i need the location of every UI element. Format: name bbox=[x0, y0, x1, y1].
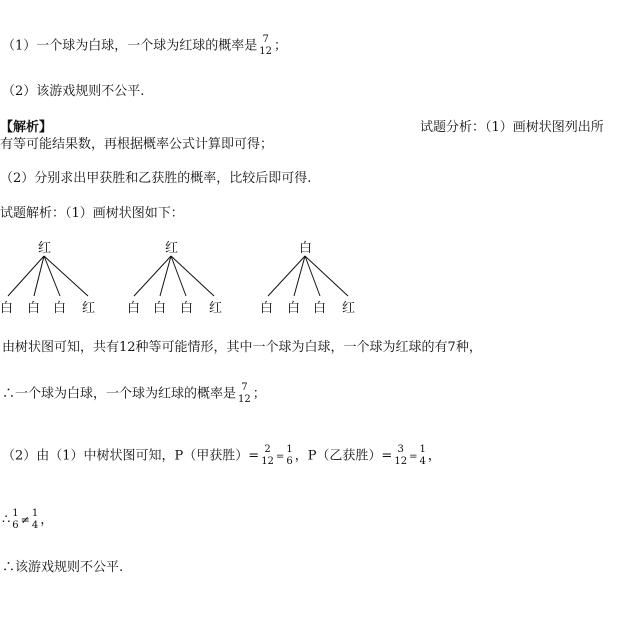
tree-1 bbox=[0, 241, 95, 316]
tree-3-leaf-1: 白 bbox=[260, 301, 274, 316]
tree-3 bbox=[260, 241, 355, 316]
fraction-1-4: 1 4 bbox=[31, 508, 39, 531]
answer-line-1: （1）一个球为白球，一个球为红球的概率是 7 12 ； bbox=[2, 34, 288, 57]
tree-1-leaf-3: 白 bbox=[53, 301, 67, 316]
tree-summary: 由树状图可知，共有12种等可能情形，其中一个球为白球，一个球为红球的有7种， bbox=[2, 340, 482, 355]
tree-2-leaf-3: 白 bbox=[180, 301, 194, 316]
tree-1-leaf-4: 红 bbox=[82, 301, 96, 316]
tree-3-leaf-2: 白 bbox=[287, 301, 301, 316]
solution-label: 试题解析：（1）画树状图如下： bbox=[0, 206, 184, 221]
tree-2-root: 红 bbox=[165, 241, 179, 256]
analysis-intro-cont: 有等可能结果数，再根据概率公式计算即可得； bbox=[0, 137, 274, 152]
tree-2-leaf-2: 白 bbox=[153, 301, 167, 316]
tree-3-leaf-3: 白 bbox=[313, 301, 327, 316]
tree-1-leaf-2: 白 bbox=[27, 301, 41, 316]
tree-2-leaf-1: 白 bbox=[127, 301, 141, 316]
tree-diagram bbox=[0, 232, 370, 320]
tree-2-leaf-4: 红 bbox=[209, 301, 223, 316]
tree-3-leaf-4: 红 bbox=[342, 301, 356, 316]
therefore-probability: ∴一个球为白球，一个球为红球的概率是 7 12 ； bbox=[2, 382, 266, 405]
fraction-1-6: 1 6 bbox=[12, 508, 19, 531]
tree-1-leaf-1: 白 bbox=[0, 301, 14, 316]
fraction-7-12: 7 12 bbox=[259, 34, 273, 57]
analysis-intro: 试题分析：（1）画树状图列出所 bbox=[420, 120, 604, 135]
analysis-part2: （2）分别求出甲获胜和乙获胜的概率，比较后即可得. bbox=[0, 171, 312, 186]
answer-line-2: （2）该游戏规则不公平. bbox=[2, 84, 145, 99]
tree-1-root: 红 bbox=[38, 241, 52, 256]
tree-2 bbox=[127, 241, 222, 316]
answer-1-text: （1）一个球为白球，一个球为红球的概率是 bbox=[2, 38, 258, 54]
fraction-2-12: 2 12 bbox=[261, 444, 274, 467]
tree-3-root: 白 bbox=[299, 241, 313, 256]
part2-probabilities: （2）由（1）中树状图可知，P（甲获胜）= 2 12 = 1 6 ，P（乙获胜）= 3 12 = 1 4 ， bbox=[2, 444, 441, 467]
therefore-not-equal: ∴ 1 6 ≠ 1 4 ， bbox=[2, 508, 54, 531]
fraction-3-12: 3 12 bbox=[394, 444, 408, 467]
fraction-7-12: 7 12 bbox=[238, 382, 251, 405]
fraction-1-6: 1 6 bbox=[286, 444, 293, 467]
analysis-header: 【解析】 bbox=[0, 120, 53, 135]
fraction-1-4: 1 4 bbox=[419, 444, 426, 467]
conclusion: ∴该游戏规则不公平. bbox=[2, 560, 124, 575]
